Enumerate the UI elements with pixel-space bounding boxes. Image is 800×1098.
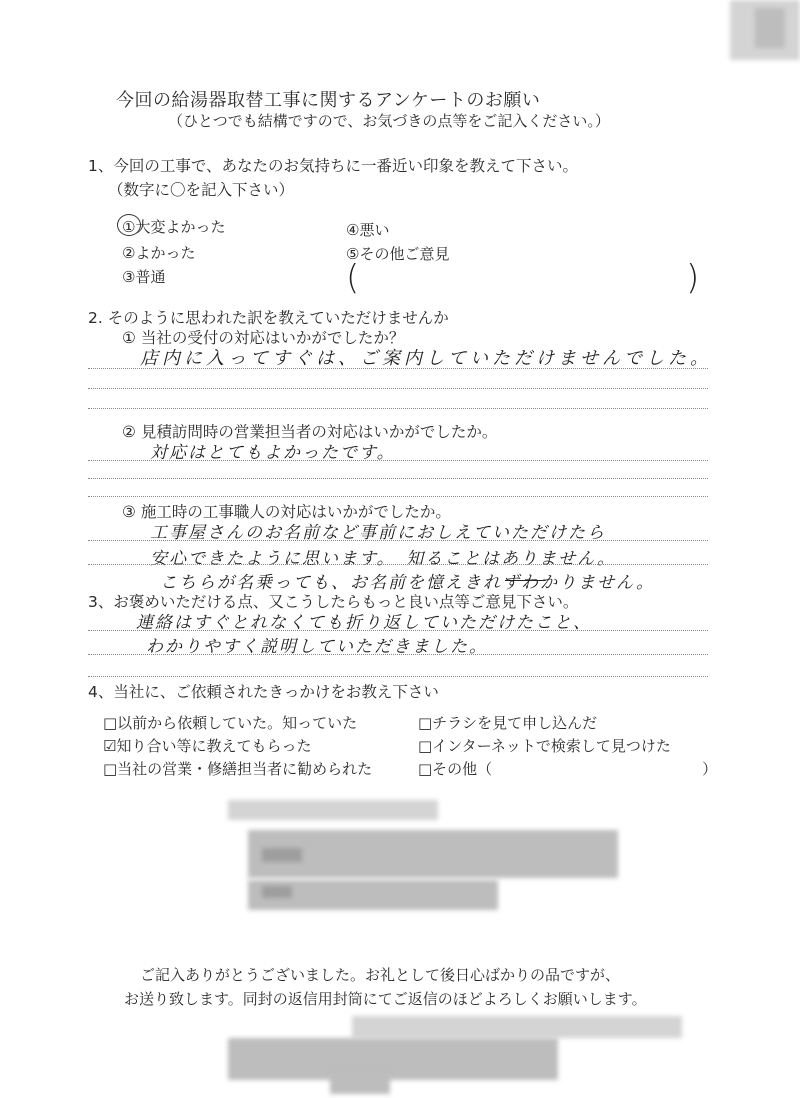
answer-line [88, 676, 708, 677]
option-good[interactable]: ②よかった [122, 244, 196, 262]
answer-construction-line-1: 工事屋さんのお名前など事前におしえていただけたら [150, 523, 606, 543]
answer-reception: 店内に入ってすぐは、ご案内していただけませんでした。 [140, 348, 712, 369]
answer-line [88, 630, 708, 631]
answer-construction-line-2: 安心できたように思います。 知ることはありません。 [150, 549, 617, 569]
question-2: 2. そのように思われた訳を教えていただけませんか [88, 309, 449, 327]
question-4: 4、当社に、ご依頼されたきっかけをお教え下さい [88, 683, 439, 701]
answer-estimate-visit: 対応はとてもよかったです。 [150, 443, 396, 463]
redacted-region [330, 1072, 390, 1094]
checkbox-referral[interactable]: ☑知り合い等に教えてもらった [103, 737, 312, 755]
checkbox-internet[interactable]: □インターネットで検索して見つけた [418, 737, 671, 755]
redacted-region [755, 8, 785, 48]
answer-line [88, 540, 708, 541]
redacted-region [228, 800, 438, 820]
answer-praise-line-2: わかりやすく説明していただきました。 [146, 637, 488, 657]
answer-praise-line-1: 連絡はすぐとれなくても折り返していただけたこと、 [136, 613, 592, 633]
answer-line [88, 654, 708, 655]
checkbox-flyer[interactable]: □チラシを見て申し込んだ [418, 714, 598, 732]
question-2-sub-1: ① 当社の受付の対応はいかがでしたか？ [122, 329, 405, 347]
answer-line [88, 388, 708, 389]
page-title: 今回の給湯器取替工事に関するアンケートのお願い [116, 90, 541, 111]
option-very-good[interactable]: ①大変よかった [122, 218, 226, 236]
checkbox-other[interactable]: □その他（ ） [418, 760, 718, 778]
answer-line [88, 564, 708, 565]
redacted-region [248, 830, 618, 878]
checkbox-sales-staff[interactable]: □当社の営業・修繕担当者に勧められた [103, 760, 373, 778]
option-other[interactable]: ⑤その他ご意見 [346, 245, 450, 263]
question-3: 3、お褒めいただける点、又こうしたらもっと良い点等ご意見下さい。 [88, 593, 579, 611]
other-bracket-open: ( [346, 258, 360, 298]
question-2-sub-3: ③ 施工時の工事職人の対応はいかがでしたか。 [122, 503, 451, 521]
page-subtitle: （ひとつでも結構ですので、お気づきの点等をご記入ください。） [168, 112, 610, 130]
checkbox-previous-client[interactable]: □以前から依頼していた。知っていた [103, 714, 358, 732]
answer-line [88, 460, 708, 461]
footer-thanks-line-1: ご記入ありがとうございました。お礼として後日心ばかりの品ですが、 [140, 966, 621, 984]
redacted-region [262, 886, 292, 898]
redacted-region [352, 1016, 682, 1038]
answer-line [88, 496, 708, 497]
answer-construction-line-3: こちらが名乗っても、お名前を憶えきれずわかりません。 [160, 573, 656, 593]
handwritten-strikethrough [505, 580, 545, 581]
redacted-region [262, 848, 302, 862]
other-bracket-close: ) [686, 258, 700, 298]
question-1-instruction: （数字に〇を記入下さい） [108, 181, 295, 199]
footer-thanks-line-2: お送り致します。同封の返信用封筒にてご返信のほどよろしくお願いします。 [124, 990, 647, 1008]
option-bad[interactable]: ④悪い [346, 221, 390, 239]
question-2-sub-2: ② 見積訪問時の営業担当者の対応はいかがでしたか。 [122, 423, 498, 441]
answer-line [88, 368, 708, 369]
answer-line [88, 408, 708, 409]
redacted-region [228, 1038, 558, 1080]
answer-line [88, 478, 708, 479]
question-1: 1、今回の工事で、あなたのお気持ちに一番近い印象を教えて下さい。 [88, 157, 579, 175]
option-normal[interactable]: ③普通 [122, 268, 166, 286]
